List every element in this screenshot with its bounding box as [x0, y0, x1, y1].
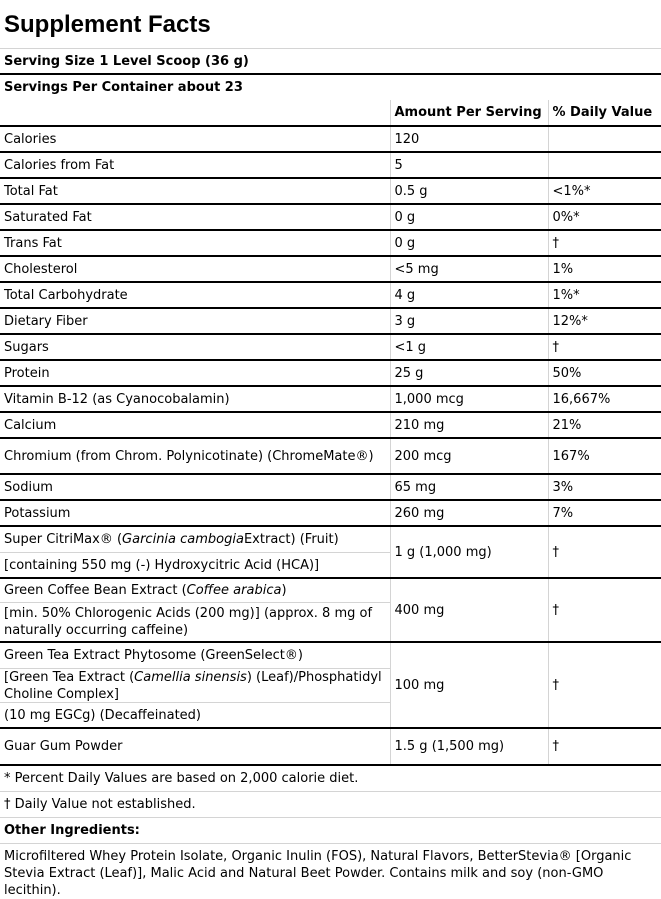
other-ingredients-heading: Other Ingredients:	[4, 823, 140, 838]
other-ingredients-heading-row	[0, 818, 661, 844]
table-row	[0, 500, 661, 526]
nutrient-daily-value: 21%	[548, 412, 661, 438]
ingredient-daily-value: †	[548, 578, 661, 642]
table-row	[0, 360, 661, 386]
nutrient-amount: 260 mg	[390, 500, 548, 526]
table-row-guar	[0, 728, 661, 765]
table-row	[0, 308, 661, 334]
serving-size: Serving Size 1 Level Scoop (36 g)	[4, 54, 249, 69]
header-amount: Amount Per Serving	[390, 100, 548, 126]
nutrient-name: Sugars	[0, 334, 390, 360]
table-row	[0, 474, 661, 500]
ingredient-line: Green Tea Extract Phytosome (GreenSelect®)	[0, 643, 390, 669]
header-daily-value: % Daily Value	[548, 100, 661, 126]
nutrient-amount: <1 g	[390, 334, 548, 360]
servings-per-container-row	[0, 75, 661, 100]
serving-size-row	[0, 49, 661, 75]
nutrient-table	[0, 100, 661, 766]
nutrient-amount: 4 g	[390, 282, 548, 308]
panel-title: Supplement Facts	[0, 0, 661, 49]
footnote-dv	[0, 766, 661, 792]
nutrient-amount: 200 mcg	[390, 438, 548, 474]
ingredient-amount: 1 g (1,000 mg)	[390, 526, 548, 578]
nutrient-name: Protein	[0, 360, 390, 386]
nutrient-daily-value	[548, 126, 661, 152]
ingredient-line: [min. 50% Chlorogenic Acids (200 mg)] (approx. 8 mg of naturally occurring caffeine)	[4, 606, 373, 638]
table-row	[0, 438, 661, 474]
nutrient-amount: 5	[390, 152, 548, 178]
footnote-dagger	[0, 792, 661, 818]
nutrient-name: Total Carbohydrate	[0, 282, 390, 308]
nutrient-daily-value: †	[548, 230, 661, 256]
table-row	[0, 334, 661, 360]
ingredient-daily-value: †	[548, 728, 661, 765]
nutrient-amount: 1,000 mcg	[390, 386, 548, 412]
nutrient-daily-value: 3%	[548, 474, 661, 500]
nutrient-name: Calcium	[0, 412, 390, 438]
ingredient-name-greentea	[0, 642, 390, 728]
nutrient-daily-value: 16,667%	[548, 386, 661, 412]
nutrient-amount: 120	[390, 126, 548, 152]
nutrient-name: Vitamin B-12 (as Cyanocobalamin)	[0, 386, 390, 412]
other-ingredients-text: Microfiltered Whey Protein Isolate, Organic Inulin (FOS), Natural Flavors, BetterStevia® [Organic Stevia Extract (Leaf)], Malic Acid and Natural Beet Powder. Contains milk and soy (non-GMO lecithin).	[4, 849, 632, 898]
nutrient-name: Total Fat	[0, 178, 390, 204]
ingredient-line: [Green Tea Extract (Camellia sinensis) (Leaf)/Phosphatidyl Choline Complex]	[0, 669, 390, 703]
nutrient-name: Chromium (from Chrom. Polynicotinate) (ChromeMate®)	[0, 438, 390, 474]
ingredient-line: (10 mg EGCg) (Decaffeinated)	[4, 707, 201, 723]
nutrient-daily-value: 7%	[548, 500, 661, 526]
nutrient-daily-value	[548, 152, 661, 178]
nutrient-amount: 0 g	[390, 230, 548, 256]
ingredient-line: [containing 550 mg (-) Hydroxycitric Acid (HCA)]	[4, 557, 320, 573]
table-row-greentea	[0, 642, 661, 728]
table-row-coffee	[0, 578, 661, 642]
nutrient-name: Cholesterol	[0, 256, 390, 282]
nutrient-name: Saturated Fat	[0, 204, 390, 230]
nutrient-name: Potassium	[0, 500, 390, 526]
ingredient-amount: 1.5 g (1,500 mg)	[390, 728, 548, 765]
footnote-text: † Daily Value not established.	[4, 797, 196, 812]
nutrient-amount: 25 g	[390, 360, 548, 386]
table-header-row	[0, 100, 661, 126]
nutrient-name: Dietary Fiber	[0, 308, 390, 334]
nutrient-daily-value: 12%*	[548, 308, 661, 334]
nutrient-amount: 3 g	[390, 308, 548, 334]
table-row	[0, 386, 661, 412]
nutrient-name: Sodium	[0, 474, 390, 500]
nutrient-daily-value: <1%*	[548, 178, 661, 204]
nutrient-amount: 0.5 g	[390, 178, 548, 204]
ingredient-daily-value: †	[548, 526, 661, 578]
ingredient-name: Guar Gum Powder	[0, 728, 390, 765]
ingredient-name-coffee	[0, 578, 390, 642]
table-row	[0, 126, 661, 152]
footnote-text: * Percent Daily Values are based on 2,000 calorie diet.	[4, 771, 359, 786]
table-row	[0, 204, 661, 230]
ingredient-line: Green Coffee Bean Extract ( Coffee arabica )	[0, 579, 390, 603]
nutrient-daily-value: †	[548, 334, 661, 360]
table-row	[0, 282, 661, 308]
header-blank	[0, 100, 390, 126]
nutrient-amount: 0 g	[390, 204, 548, 230]
nutrient-daily-value: 50%	[548, 360, 661, 386]
table-row-citrimax	[0, 526, 661, 578]
table-row	[0, 256, 661, 282]
nutrient-amount: 65 mg	[390, 474, 548, 500]
nutrient-daily-value: 1%*	[548, 282, 661, 308]
nutrient-name: Calories from Fat	[0, 152, 390, 178]
ingredient-name-citrimax	[0, 526, 390, 578]
ingredient-daily-value: †	[548, 642, 661, 728]
ingredient-amount: 400 mg	[390, 578, 548, 642]
ingredient-line: Super CitriMax® ( Garcinia cambogia Extract) (Fruit)	[0, 527, 390, 553]
nutrient-daily-value: 0%*	[548, 204, 661, 230]
servings-per-container: Servings Per Container about 23	[4, 80, 243, 95]
nutrient-name: Calories	[0, 126, 390, 152]
ingredient-amount: 100 mg	[390, 642, 548, 728]
table-row	[0, 412, 661, 438]
nutrient-amount: 210 mg	[390, 412, 548, 438]
nutrient-daily-value: 1%	[548, 256, 661, 282]
table-row	[0, 178, 661, 204]
nutrient-name: Trans Fat	[0, 230, 390, 256]
nutrient-daily-value: 167%	[548, 438, 661, 474]
table-row	[0, 152, 661, 178]
table-row	[0, 230, 661, 256]
nutrient-amount: <5 mg	[390, 256, 548, 282]
